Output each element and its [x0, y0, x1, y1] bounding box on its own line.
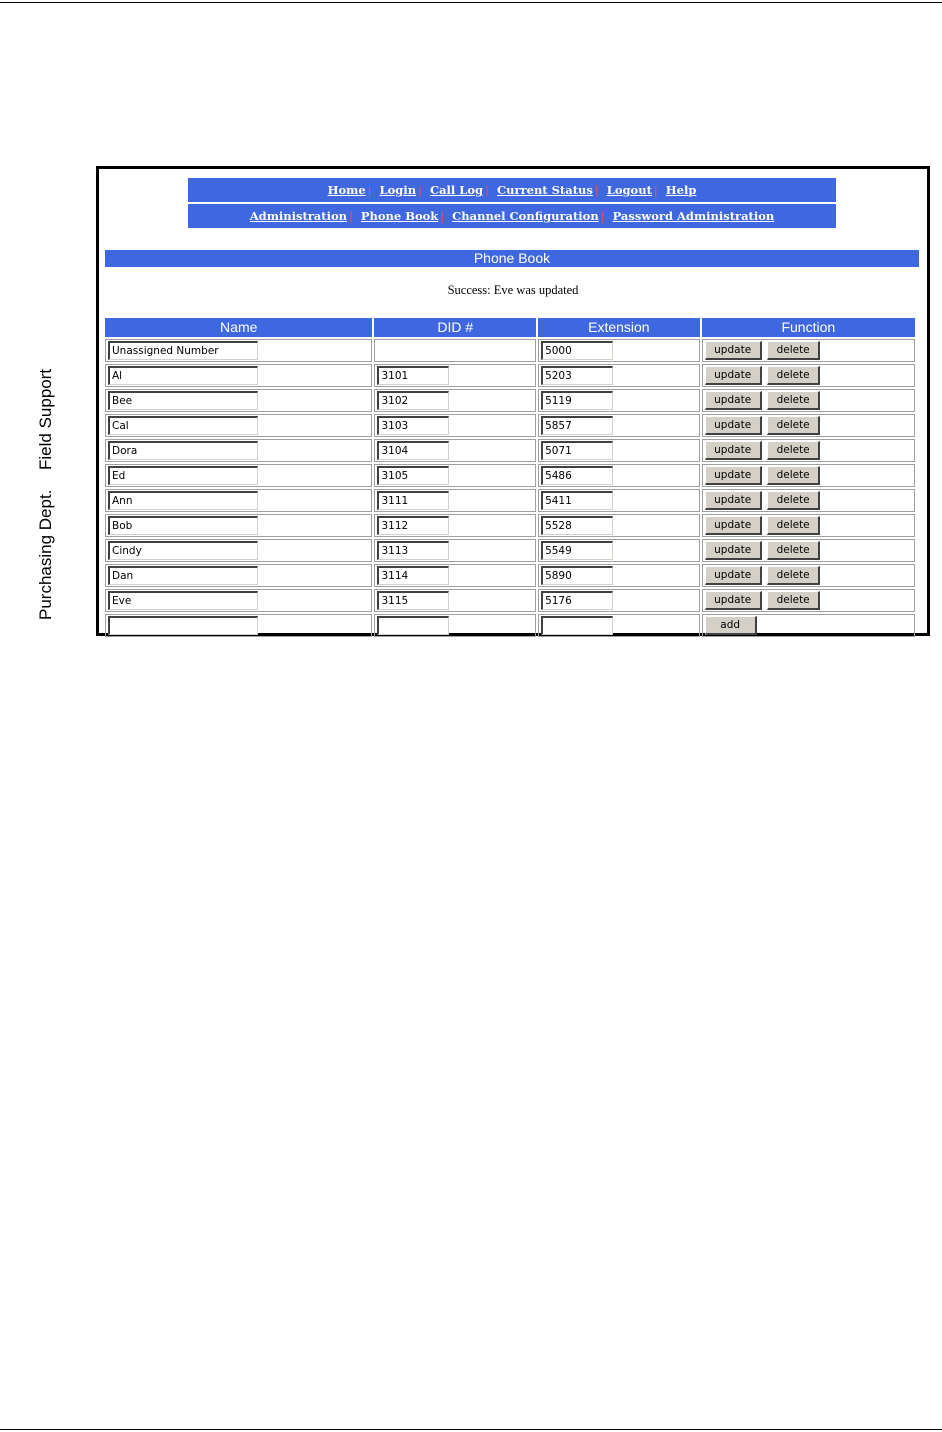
did-input[interactable]: 3104 — [377, 441, 449, 460]
delete-button[interactable]: delete — [767, 516, 820, 535]
new-name-input[interactable] — [108, 616, 258, 635]
update-button[interactable]: update — [705, 341, 762, 360]
table-row — [105, 439, 915, 462]
table-row — [105, 414, 915, 437]
extension-input[interactable]: 5486 — [541, 466, 613, 485]
update-button[interactable]: update — [705, 591, 762, 610]
nav-link-call-log[interactable]: Call Log — [429, 183, 484, 197]
side-label-purchasing-dept: Purchasing Dept. — [36, 489, 55, 620]
table-row — [105, 339, 915, 362]
update-button[interactable]: update — [705, 491, 762, 510]
nav-separator: | — [600, 209, 605, 223]
delete-button[interactable]: delete — [767, 491, 820, 510]
delete-button[interactable]: delete — [767, 366, 820, 385]
name-input[interactable]: Dan — [108, 566, 258, 585]
nav-separator: | — [485, 183, 489, 197]
status-message: Success: Eve was updated — [447, 283, 579, 297]
column-header-function: Function — [702, 318, 915, 337]
page-bottom-rule — [0, 1429, 942, 1430]
nav-link-channel-configuration[interactable]: Channel Configuration — [452, 209, 599, 223]
side-label-field-support: Field Support — [36, 368, 55, 470]
nav-bar-primary — [188, 178, 836, 202]
table-row — [105, 364, 915, 387]
name-input[interactable]: Dora — [108, 441, 258, 460]
did-input[interactable]: 3112 — [377, 516, 449, 535]
update-button[interactable]: update — [705, 441, 762, 460]
phone-book-table — [103, 316, 917, 639]
nav-link-password-administration[interactable]: Password Administration — [612, 209, 775, 223]
column-header-name: Name — [105, 318, 372, 337]
extension-input[interactable]: 5890 — [541, 566, 613, 585]
extension-input[interactable]: 5119 — [541, 391, 613, 410]
nav-separator: | — [594, 183, 599, 197]
name-input[interactable]: Cal — [108, 416, 258, 435]
extension-input[interactable]: 5528 — [541, 516, 613, 535]
nav-separator: | — [653, 183, 658, 197]
update-button[interactable]: update — [705, 566, 762, 585]
table-row — [105, 514, 915, 537]
name-input[interactable]: Cindy — [108, 541, 258, 560]
extension-input[interactable]: 5176 — [541, 591, 613, 610]
name-input[interactable]: Bee — [108, 391, 258, 410]
update-button[interactable]: update — [705, 391, 762, 410]
page-top-rule — [0, 2, 942, 3]
update-button[interactable]: update — [705, 516, 762, 535]
did-input[interactable]: 3114 — [377, 566, 449, 585]
did-input[interactable]: 3113 — [377, 541, 449, 560]
name-input[interactable]: Bob — [108, 516, 258, 535]
page-title: Phone Book — [105, 250, 919, 267]
add-button[interactable]: add — [705, 616, 757, 635]
nav-link-administration[interactable]: Administration — [249, 209, 347, 223]
extension-input[interactable]: 5203 — [541, 366, 613, 385]
table-row — [105, 464, 915, 487]
extension-input[interactable]: 5549 — [541, 541, 613, 560]
new-entry-row — [105, 614, 915, 637]
delete-button[interactable]: delete — [767, 416, 820, 435]
nav-link-login[interactable]: Login — [379, 183, 417, 197]
nav-separator: | — [348, 209, 353, 223]
did-input[interactable]: 3105 — [377, 466, 449, 485]
nav-separator: | — [418, 183, 422, 197]
nav-link-phone-book[interactable]: Phone Book — [360, 209, 439, 223]
nav-link-current-status[interactable]: Current Status — [497, 183, 593, 197]
nav-separator: | — [367, 183, 372, 197]
delete-button[interactable]: delete — [767, 541, 820, 560]
table-row — [105, 589, 915, 612]
table-row — [105, 489, 915, 512]
name-input[interactable]: Eve — [108, 591, 258, 610]
delete-button[interactable]: delete — [767, 591, 820, 610]
column-header-extension: Extension — [538, 318, 700, 337]
update-button[interactable]: update — [705, 541, 762, 560]
table-row — [105, 564, 915, 587]
name-input[interactable]: Ann — [108, 491, 258, 510]
delete-button[interactable]: delete — [767, 566, 820, 585]
extension-input[interactable]: 5071 — [541, 441, 613, 460]
did-input[interactable]: 3102 — [377, 391, 449, 410]
name-input[interactable]: Unassigned Number — [108, 341, 258, 360]
extension-input[interactable]: 5857 — [541, 416, 613, 435]
extension-input[interactable]: 5411 — [541, 491, 613, 510]
update-button[interactable]: update — [705, 466, 762, 485]
nav-link-help[interactable]: Help — [665, 183, 697, 197]
new-did-input[interactable] — [377, 616, 449, 635]
name-input[interactable]: Al — [108, 366, 258, 385]
screenshot-frame — [96, 166, 930, 636]
nav-link-logout[interactable]: Logout — [606, 183, 652, 197]
delete-button[interactable]: delete — [767, 441, 820, 460]
did-input[interactable]: 3111 — [377, 491, 449, 510]
new-extension-input[interactable] — [541, 616, 613, 635]
nav-bar-secondary — [188, 204, 836, 228]
nav-separator: | — [440, 209, 445, 223]
delete-button[interactable]: delete — [767, 341, 820, 360]
update-button[interactable]: update — [705, 416, 762, 435]
delete-button[interactable]: delete — [767, 466, 820, 485]
did-input[interactable]: 3101 — [377, 366, 449, 385]
table-row — [105, 539, 915, 562]
delete-button[interactable]: delete — [767, 391, 820, 410]
extension-input[interactable]: 5000 — [541, 341, 613, 360]
update-button[interactable]: update — [705, 366, 762, 385]
nav-link-home[interactable]: Home — [327, 183, 366, 197]
name-input[interactable]: Ed — [108, 466, 258, 485]
table-row — [105, 389, 915, 412]
column-header-did: DID # — [374, 318, 536, 337]
did-input[interactable]: 3115 — [377, 591, 449, 610]
did-input[interactable]: 3103 — [377, 416, 449, 435]
